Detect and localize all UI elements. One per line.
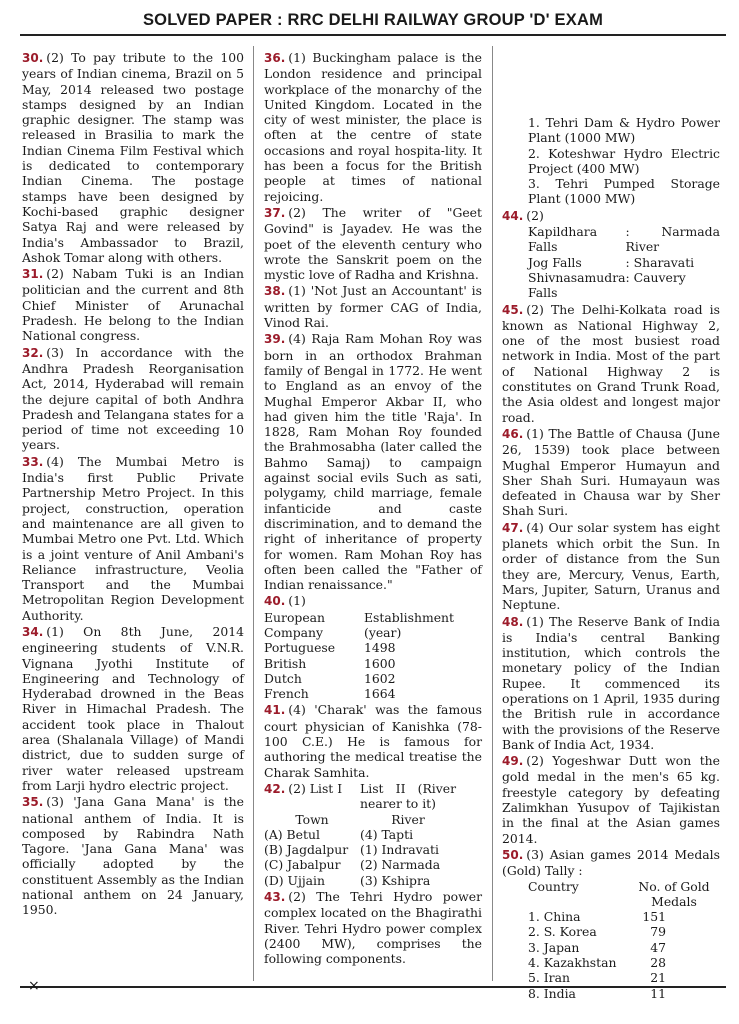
table-row — [264, 842, 456, 857]
table-cell: 47 — [650, 939, 666, 955]
table-cell: 2. S. Korea — [528, 924, 597, 940]
table-row — [528, 255, 720, 270]
answer-45 — [502, 302, 720, 425]
question-number: 46. — [502, 426, 524, 441]
question-number: 34. — [22, 624, 44, 639]
answer-text: (3) 'Jana Gana Mana' is the national anthem of India. It is composed by Rabindra Nath Tagore. 'Jana Gana Mana' was officially adopted by the constituent Assembly as the Indian national anthem on 24 January, 1950. — [22, 794, 244, 918]
match-table — [264, 781, 456, 888]
falls-table — [528, 224, 720, 300]
table-cell: : Cauvery — [625, 269, 686, 285]
list-item: 2. Koteshwar Hydro Electric Project (400 MW) — [528, 145, 720, 176]
answer-text: (2) — [526, 207, 544, 223]
answer-43 — [264, 889, 482, 966]
answer-41 — [264, 702, 482, 779]
table-cell: 151 — [642, 909, 666, 925]
table-row — [528, 270, 720, 301]
answer-38 — [264, 283, 482, 330]
answer-48 — [502, 614, 720, 753]
column-2 — [264, 50, 482, 968]
table-row — [528, 224, 720, 255]
answer-35 — [22, 794, 244, 917]
list-item: 1. Tehri Dam & Hydro Power Plant (1000 MW) — [528, 115, 720, 146]
table-cell: (1) Indravati — [360, 842, 439, 858]
table-cell: : Narmada River — [625, 224, 720, 255]
question-number: 49. — [502, 754, 524, 769]
question-number: 38. — [264, 284, 286, 299]
table-header-cell: River — [391, 811, 425, 827]
table-header-row — [264, 812, 456, 827]
table-row — [528, 970, 720, 985]
table-header-cell: Establishment (year) — [364, 609, 455, 640]
table-row — [264, 686, 482, 701]
question-number: 40. — [264, 594, 286, 609]
answer-text: (2) The writer of "Geet Govind" is Jayadev. He was the poet of the eleventh century who wrote the Sanskrit poem on the mystic love of Radha and Krishna. — [264, 204, 482, 283]
question-number: 32. — [22, 345, 44, 360]
table-row — [528, 940, 720, 955]
table-cell: (C) Jabalpur — [264, 857, 341, 873]
medal-table — [528, 879, 720, 1001]
answer-50 — [502, 847, 720, 1001]
table-cell: 28 — [650, 955, 666, 971]
table-header-cell — [264, 781, 360, 812]
answer-text: (2) Yogeshwar Dutt won the gold medal in the men's 65 kg. freestyle category by defeating Zalimkhan Yusupov of Tajikistan in the final at the Asian games 2014. — [502, 753, 720, 846]
answer-42 — [264, 781, 482, 888]
table-cell: British — [264, 655, 307, 671]
table-header-cell: List II (River nearer to it) — [360, 780, 456, 812]
answer-47 — [502, 520, 720, 613]
table-cell: Kapildhara Falls — [528, 224, 598, 255]
answer-31 — [22, 266, 244, 343]
table-cell: 1602 — [364, 670, 396, 686]
column-3 — [502, 115, 720, 1002]
table-cell: 1600 — [364, 655, 396, 671]
answer-text: (1) The Reserve Bank of India is India's central Banking institution, which controls the monetary policy of the Indian Rupee. It commenced its operations on 1 April, 1935 during the British rule in accordance with the provisions of the Reserve Bank of India Act, 1934. — [502, 613, 720, 752]
answer-46 — [502, 426, 720, 519]
question-number: 30. — [22, 51, 44, 65]
table-cell: (2) Narmada — [360, 857, 441, 873]
table-row — [528, 909, 720, 924]
table-row — [264, 640, 482, 655]
question-number: 47. — [502, 520, 524, 535]
table-cell: 8. India — [528, 985, 576, 1001]
list-item: 3. Tehri Pumped Storage Plant (1000 MW) — [528, 176, 720, 207]
answer-40 — [264, 593, 482, 701]
answer-text: (2) Nabam Tuki is an Indian politician and the current and 8th Chief Minister of Arunachal Pradesh. He belong to the Indian National congress. — [22, 266, 244, 344]
table-cell: (A) Betul — [264, 826, 320, 842]
column-divider-2 — [492, 46, 493, 981]
answer-text: (3) In accordance with the Andhra Pradesh Reorganisation Act, 2014, Hyderabad will remain the dejure capital of both Andhra Pradesh and Telangana states for a period of time not exceeding 10 years. — [22, 344, 244, 453]
table-cell: Dutch — [264, 670, 302, 686]
question-number: 44. — [502, 208, 524, 223]
answer-text: (2) To pay tribute to the 100 years of Indian cinema, Brazil on 5 May, 2014 released two postage stamps designed by an Indian graphic designer. The stamp was released in Brasilia to mark the Indian Cinema Film Festival which is dedicated to contemporary Indian Cinema. The postage stamps have been designed by Kochi-based graphic designer Satya Raj and were released by India's Ambassador to Brazil, Ashok Tomar along with others. — [22, 50, 244, 265]
table-row — [528, 955, 720, 970]
column-divider-1 — [253, 46, 254, 981]
answer-text: (1) Buckingham palace is the London residence and principal workplace of the monarchy of the United Kingdom. Located in the city of west minister, the place is often at the centre of state occasions and royal hospita-lity. It has been a focus for the British people at times of national rejoicing. — [264, 50, 482, 204]
table-cell: 1. China — [528, 909, 581, 925]
answer-49 — [502, 753, 720, 846]
table-cell: 1664 — [364, 686, 396, 702]
answer-text: (4) The Mumbai Metro is India's first Public Private Partnership Metro Project. In this project, construction, operation and maintenance are all given to Mumbai Metro one Pvt. Ltd. Which is a joint venture of Anil Ambani's Reliance infrastructure, Veolia Transport and the Mumbai Metropolitan Region Development Authority. — [22, 453, 244, 623]
table-header-cell: Country — [528, 878, 579, 894]
answer-text: (2) List I — [288, 780, 343, 796]
answer-30 — [22, 50, 244, 265]
question-number: 35. — [22, 795, 44, 810]
table-cell: 79 — [650, 924, 666, 940]
answer-text: (2) The Tehri Hydro power complex located on the Bhagirathi River. Tehri Hydro power complex (2400 MW), comprises the following components. — [264, 889, 482, 967]
footer-mark: × — [28, 978, 40, 994]
question-number: 50. — [502, 847, 524, 862]
table-row — [264, 827, 456, 842]
answer-33 — [22, 454, 244, 623]
table-row — [264, 671, 482, 686]
question-number: 36. — [264, 51, 286, 65]
question-number: 43. — [264, 890, 286, 905]
page-header — [20, 6, 726, 36]
answer-34 — [22, 624, 244, 793]
question-number: 45. — [502, 302, 524, 317]
table-cell: 5. Iran — [528, 970, 570, 986]
table-cell: 11 — [650, 985, 666, 1001]
table-row — [528, 924, 720, 939]
answer-39 — [264, 331, 482, 592]
answer-text: (1) The Battle of Chausa (June 26, 1539) took place between Mughal Emperor Humayun and Sher Shah Suri. Humayaun was defeated in Chausa war by Sher Shah Suri. — [502, 425, 720, 519]
table-cell: Portuguese — [264, 640, 336, 656]
question-number: 48. — [502, 614, 524, 629]
table-header-row — [264, 781, 456, 812]
table-cell: 21 — [650, 970, 666, 986]
table-header-cell: Town — [295, 811, 329, 827]
table-cell: (B) Jagdalpur — [264, 842, 349, 858]
answer-37 — [264, 205, 482, 282]
table-header-row — [264, 610, 482, 641]
table-cell: (D) Ujjain — [264, 872, 325, 888]
table-row — [264, 857, 456, 872]
answer-43-components — [502, 115, 720, 207]
table-header-row — [528, 879, 720, 910]
answer-text: (1) On 8th June, 2014 engineering students of V.N.R. Vignana Jyothi Institute of Engineering and Technology of Hyderabad drowned in the Beas River in Himachal Pradesh. The accident took place in Thalout area (Shalanala Village) of Mandi district, due to sudden surge of river water released upstream from Larji hydro electric project. — [22, 623, 244, 793]
table-cell: 3. Japan — [528, 939, 580, 955]
question-number: 31. — [22, 267, 44, 282]
answer-32 — [22, 345, 244, 453]
table-cell: Jog Falls — [528, 254, 582, 270]
table-cell: Shivnasamudra Falls — [528, 269, 626, 301]
page-footer-rule — [20, 986, 726, 988]
table-cell: French — [264, 686, 309, 702]
answer-text: (1) — [288, 593, 306, 609]
table-header-cell: No. of Gold Medals — [638, 878, 710, 909]
question-number: 39. — [264, 332, 286, 347]
table-cell: (3) Kshipra — [360, 872, 431, 888]
column-1 — [22, 50, 244, 919]
table-row — [264, 656, 482, 671]
table-cell: (4) Tapti — [360, 826, 414, 842]
question-number: 42. — [264, 781, 286, 796]
answer-36 — [264, 50, 482, 204]
table-cell: 1498 — [364, 640, 396, 656]
answer-text: (3) Asian games 2014 Medals (Gold) Tally : — [502, 846, 720, 879]
question-number: 37. — [264, 205, 286, 220]
table-row — [264, 873, 456, 888]
answer-text: (4) Raja Ram Mohan Roy was born in an orthodox Brahman family of Bengal in 1772. He went to England as an envoy of the Mughal Emperor Akbar II, who had given him the title 'Raja'. In 1828, Ram Mohan Roy founded the Brahmosabha (later called the Bahmo Samaj) to campaign against social evils Such as sati, polygamy, child marriage, female infanticide and caste discrimination, and to demand the right of inheritance of property for women. Ram Mohan Roy has often been called the "Father of Indian renaissance." — [264, 331, 482, 593]
question-number: 33. — [22, 454, 44, 469]
answer-text: (1) 'Not Just an Accountant' is written by former CAG of India, Vinod Rai. — [264, 283, 482, 331]
header-title: SOLVED PAPER : RRC DELHI RAILWAY GROUP 'D' EXAM — [142, 11, 604, 29]
answer-text: (4) Our solar system has eight planets which orbit the Sun. In order of distance from the Sun they are, Mercury, Venus, Earth, Mars, Jupiter, Saturn, Uranus and Neptune. — [502, 519, 720, 613]
table-cell: : Sharavati — [625, 254, 695, 270]
question-number: 41. — [264, 703, 286, 718]
company-table — [264, 610, 482, 702]
table-header-cell: European Company — [264, 609, 326, 640]
table-cell: 4. Kazakhstan — [528, 955, 617, 971]
answer-text: (4) 'Charak' was the famous court physician of Kanishka (78-100 C.E.) He is famous for authoring the medical treatise the Charak Samhita. — [264, 702, 482, 780]
answer-44 — [502, 208, 720, 301]
answer-text: (2) The Delhi-Kolkata road is known as National Highway 2, one of the most busiest road network in India. Most of the part of National Highway 2 is constitutes on Grand Trunk Road, the Asia oldest and longest major road. — [502, 301, 720, 425]
